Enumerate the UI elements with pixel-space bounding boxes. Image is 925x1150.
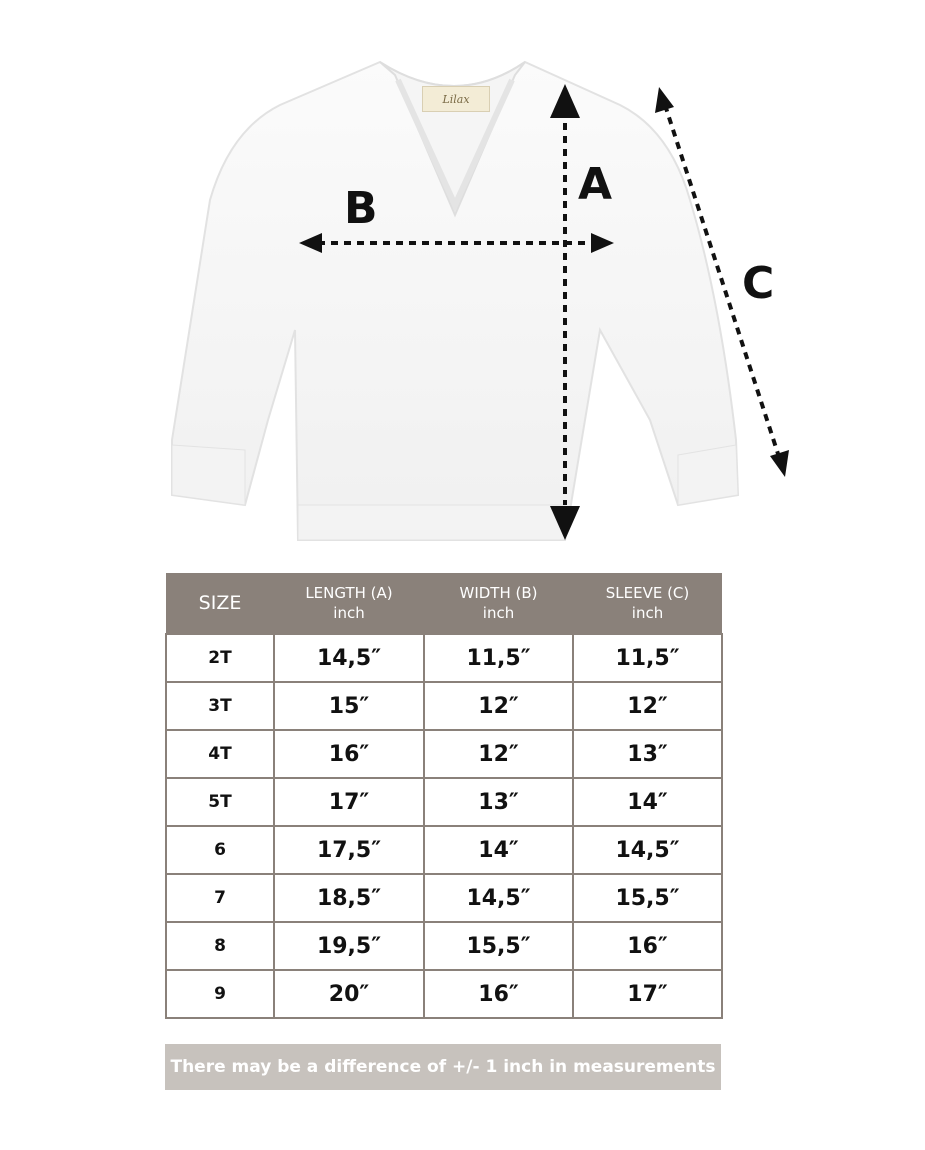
cell-sleeve: 16″: [573, 922, 722, 970]
cell-width: 12″: [424, 730, 573, 778]
cell-sleeve: 13″: [573, 730, 722, 778]
table-row: [166, 730, 722, 778]
cell-length: 20″: [274, 970, 424, 1018]
cell-size: 4T: [166, 730, 274, 778]
cell-sleeve: 17″: [573, 970, 722, 1018]
cell-width: 14,5″: [424, 874, 573, 922]
table-row: [166, 826, 722, 874]
cell-width: 14″: [424, 826, 573, 874]
cell-length: 14,5″: [274, 634, 424, 682]
table-row: [166, 634, 722, 682]
cell-length: 17″: [274, 778, 424, 826]
table-row: [166, 970, 722, 1018]
cell-size: 8: [166, 922, 274, 970]
table-row: [166, 922, 722, 970]
size-chart-table: [165, 573, 723, 1019]
header-width: WIDTH (B) inch: [424, 573, 573, 634]
table-row: [166, 778, 722, 826]
cell-sleeve: 14,5″: [573, 826, 722, 874]
header-length: LENGTH (A) inch: [274, 573, 424, 634]
header-sleeve: SLEEVE (C) inch: [573, 573, 722, 634]
header-size: SIZE: [166, 573, 274, 634]
cell-width: 12″: [424, 682, 573, 730]
dimension-label-c: C: [742, 258, 775, 309]
sweater-measurement-diagram: [0, 0, 925, 560]
brand-label-tag: Lilax: [422, 86, 490, 112]
dimension-label-a: A: [578, 159, 613, 210]
cell-length: 15″: [274, 682, 424, 730]
cell-size: 3T: [166, 682, 274, 730]
table-row: [166, 682, 722, 730]
cell-sleeve: 14″: [573, 778, 722, 826]
cell-size: 9: [166, 970, 274, 1018]
cell-length: 16″: [274, 730, 424, 778]
cell-sleeve: 15,5″: [573, 874, 722, 922]
cell-length: 18,5″: [274, 874, 424, 922]
cell-width: 11,5″: [424, 634, 573, 682]
measurement-disclaimer: There may be a difference of +/- 1 inch in measurements: [165, 1044, 721, 1090]
cell-sleeve: 12″: [573, 682, 722, 730]
sweater-shape: [172, 62, 738, 540]
cell-width: 16″: [424, 970, 573, 1018]
cell-size: 5T: [166, 778, 274, 826]
cell-width: 15,5″: [424, 922, 573, 970]
cell-sleeve: 11,5″: [573, 634, 722, 682]
dimension-label-b: B: [344, 183, 378, 234]
cell-size: 2T: [166, 634, 274, 682]
cell-width: 13″: [424, 778, 573, 826]
cell-length: 19,5″: [274, 922, 424, 970]
cell-size: 6: [166, 826, 274, 874]
sweater-illustration: [0, 0, 925, 560]
cell-size: 7: [166, 874, 274, 922]
table-row: [166, 874, 722, 922]
cell-length: 17,5″: [274, 826, 424, 874]
table-header-row: [166, 573, 722, 634]
